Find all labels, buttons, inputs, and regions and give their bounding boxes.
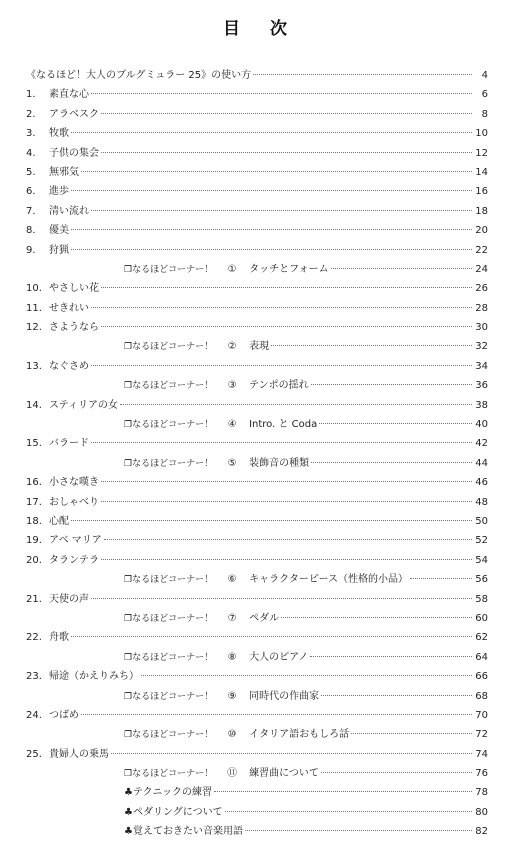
piece-number: 24.: [26, 709, 42, 721]
toc-piece-13[interactable]: [26, 357, 488, 376]
piece-number: 15.: [26, 438, 42, 450]
dot-leader: [91, 365, 472, 366]
corner-label: ❐なるほどコーナー！: [124, 652, 214, 663]
toc-corner-8[interactable]: [26, 648, 488, 667]
toc-page-number: 70: [475, 709, 488, 721]
toc-piece-7[interactable]: [26, 202, 488, 221]
dot-leader: [101, 481, 472, 482]
toc-piece-20[interactable]: [26, 551, 488, 570]
toc-page-number: 64: [475, 651, 488, 663]
toc-corner-3[interactable]: [26, 376, 488, 395]
toc-corner-10[interactable]: [26, 725, 488, 744]
corner-label: ❐なるほどコーナー！: [124, 575, 214, 586]
piece-number: 3.: [26, 128, 36, 140]
toc-intro[interactable]: [26, 66, 488, 85]
dot-leader: [101, 501, 472, 502]
dot-leader: [253, 74, 472, 75]
piece-title: おしゃべり: [49, 496, 99, 508]
toc-page-number: 76: [475, 768, 488, 780]
toc-page-number: 6: [481, 89, 488, 101]
piece-title: 子供の集会: [49, 147, 99, 159]
toc-piece-3[interactable]: [26, 124, 488, 143]
toc-piece-21[interactable]: [26, 590, 488, 609]
piece-number: 19.: [26, 535, 42, 547]
piece-number: 1.: [26, 89, 36, 101]
toc-piece-25[interactable]: [26, 745, 488, 764]
dot-leader: [225, 811, 472, 812]
piece-title: 優美: [49, 225, 69, 237]
corner-title: タッチとフォーム: [249, 263, 329, 275]
dot-leader: [71, 636, 472, 637]
corner-title: 表現: [249, 341, 270, 353]
piece-title: つばめ: [49, 709, 79, 721]
toc-page-number: 46: [475, 477, 488, 489]
toc-page-number: 80: [475, 806, 488, 818]
toc-page-number: 22: [475, 244, 488, 256]
toc-page-number: 12: [475, 147, 488, 159]
piece-title: 無邪気: [49, 166, 79, 178]
dot-leader: [71, 190, 472, 191]
toc-corner-6[interactable]: [26, 570, 488, 589]
toc-page-number: 16: [475, 186, 488, 198]
dot-leader: [111, 753, 472, 754]
dot-leader: [91, 307, 472, 308]
subitem-title: ♣覚えておきたい音楽用語: [124, 826, 243, 838]
piece-title: タランテラ: [49, 554, 99, 566]
piece-title: アラベスク: [49, 108, 99, 120]
corner-title: テンポの揺れ: [249, 380, 309, 392]
piece-number: 18.: [26, 515, 42, 527]
toc-page-number: 4: [481, 70, 488, 81]
dot-leader: [101, 287, 472, 288]
toc-piece-14[interactable]: [26, 396, 488, 415]
dot-leader: [81, 714, 472, 715]
corner-number: ⑪: [227, 768, 238, 780]
corner-title: ペダル: [249, 612, 280, 624]
corner-label: ❐なるほどコーナー！: [124, 458, 214, 469]
piece-title: 小さな嘆き: [49, 477, 99, 489]
piece-title: 舟歌: [49, 632, 69, 644]
toc-piece-5[interactable]: [26, 163, 488, 182]
toc-page-number: 50: [475, 515, 488, 527]
corner-label: ❐なるほどコーナー！: [124, 420, 214, 431]
toc-page-number: 52: [475, 535, 488, 547]
toc-piece-8[interactable]: [26, 221, 488, 240]
toc-piece-12[interactable]: [26, 318, 488, 337]
toc-page-number: 30: [475, 322, 488, 334]
piece-title: 貴婦人の乗馬: [49, 748, 109, 760]
page-title: 目 次: [223, 19, 299, 39]
toc-piece-1[interactable]: [26, 85, 488, 104]
toc-corner-2[interactable]: [26, 337, 488, 356]
toc-subitem-3[interactable]: [26, 822, 488, 841]
dot-leader: [101, 152, 472, 153]
dot-leader: [311, 462, 472, 463]
piece-number: 9.: [26, 244, 36, 256]
toc-page-number: 82: [475, 826, 488, 838]
dot-leader: [91, 442, 472, 443]
corner-label: ❐なるほどコーナー！: [124, 381, 214, 392]
dot-leader: [319, 423, 472, 424]
dot-leader: [331, 268, 472, 269]
dot-leader: [104, 539, 472, 540]
piece-number: 2.: [26, 108, 36, 120]
piece-title: 進歩: [49, 186, 69, 198]
toc-page-number: 74: [475, 748, 488, 760]
toc-subitem-2[interactable]: [26, 803, 488, 822]
piece-title: バラード: [49, 438, 89, 450]
toc-page-number: 62: [475, 632, 488, 644]
piece-number: 10.: [26, 283, 42, 295]
corner-number: ②: [227, 341, 237, 353]
corner-label: ❐なるほどコーナー！: [124, 769, 214, 780]
toc-page-number: 38: [475, 399, 488, 411]
toc-page-number: 78: [475, 787, 488, 799]
toc-piece-18[interactable]: [26, 512, 488, 531]
piece-number: 11.: [26, 302, 42, 314]
dot-leader: [91, 598, 472, 599]
corner-title: 大人のピアノ: [249, 651, 309, 663]
toc-page-number: 72: [475, 729, 488, 741]
toc-page-number: 36: [475, 380, 488, 392]
toc-piece-16[interactable]: [26, 473, 488, 492]
toc-piece-4[interactable]: [26, 144, 488, 163]
toc-piece-24[interactable]: [26, 706, 488, 725]
toc-page-number: 20: [475, 225, 488, 237]
corner-number: ⑦: [227, 612, 237, 624]
toc-page-number: 54: [475, 554, 488, 566]
toc-page-number: 32: [475, 341, 488, 353]
piece-title: 心配: [49, 515, 69, 527]
piece-title: アベ マリア: [49, 535, 102, 547]
toc-page-number: 34: [475, 360, 488, 372]
piece-number: 16.: [26, 477, 42, 489]
toc-corner-11[interactable]: [26, 764, 488, 783]
piece-title: やさしい花: [49, 283, 99, 295]
toc-piece-22[interactable]: [26, 628, 488, 647]
corner-title: イタリア語おもしろ話: [249, 729, 350, 741]
toc-page-number: 10: [475, 128, 488, 140]
corner-title: キャラクターピース（性格的小品）: [249, 574, 408, 586]
dot-leader: [351, 733, 472, 734]
toc-corner-5[interactable]: [26, 454, 488, 473]
toc-corner-1[interactable]: [26, 260, 488, 279]
piece-number: 6.: [26, 186, 36, 198]
corner-number: ⑨: [227, 690, 237, 702]
piece-title: 牧歌: [49, 128, 69, 140]
corner-label: ❐なるほどコーナー！: [124, 613, 214, 624]
toc-page-number: 56: [475, 574, 488, 586]
dot-leader: [71, 520, 472, 521]
toc-page-number: 68: [475, 690, 488, 702]
dot-leader: [271, 345, 472, 346]
corner-title: 装飾音の種類: [249, 457, 310, 469]
corner-title: 同時代の作曲家: [249, 690, 320, 702]
piece-number: 5.: [26, 166, 36, 178]
piece-title: なぐさめ: [49, 360, 89, 372]
toc-piece-2[interactable]: [26, 105, 488, 124]
piece-title: 帰途（かえりみち）: [49, 671, 139, 683]
toc-corner-4[interactable]: [26, 415, 488, 434]
piece-number: 8.: [26, 225, 36, 237]
corner-number: ①: [227, 263, 237, 275]
dot-leader: [321, 772, 472, 773]
toc-corner-7[interactable]: [26, 609, 488, 628]
piece-title: 天使の声: [49, 593, 89, 605]
piece-number: 17.: [26, 496, 42, 508]
dot-leader: [101, 113, 472, 114]
toc-piece-15[interactable]: [26, 434, 488, 453]
dot-leader: [321, 695, 472, 696]
dot-leader: [71, 132, 472, 133]
toc-page-number: 58: [475, 593, 488, 605]
corner-label: ❐なるほどコーナー！: [124, 730, 214, 741]
toc-entry-text: 《なるほど！大人のブルグミュラー 25》の使い方: [26, 70, 252, 81]
corner-title: 練習曲について: [249, 768, 319, 780]
toc-page-number: 60: [475, 612, 488, 624]
piece-number: 25.: [26, 748, 42, 760]
toc-piece-10[interactable]: [26, 279, 488, 298]
piece-title: スティリアの女: [49, 399, 118, 411]
dot-leader: [91, 93, 472, 94]
piece-title: せきれい: [49, 302, 89, 314]
dot-leader: [214, 791, 472, 792]
piece-number: 13.: [26, 360, 42, 372]
toc-piece-11[interactable]: [26, 299, 488, 318]
dot-leader: [71, 249, 472, 250]
toc-page-number: 18: [475, 205, 488, 217]
corner-number: ⑤: [227, 457, 237, 469]
piece-title: 清い流れ: [49, 205, 89, 217]
dot-leader: [120, 404, 472, 405]
corner-label: ❐なるほどコーナー！: [124, 691, 214, 702]
toc-page-number: 14: [475, 166, 488, 178]
dot-leader: [101, 326, 472, 327]
corner-number: ⑧: [227, 651, 237, 663]
dot-leader: [311, 384, 472, 385]
corner-label: ❐なるほどコーナー！: [124, 342, 214, 353]
toc-page-number: 42: [475, 438, 488, 450]
subitem-title: ♣テクニックの練習: [124, 787, 212, 799]
dot-leader: [410, 578, 472, 579]
piece-number: 21.: [26, 593, 42, 605]
piece-title: さようなら: [49, 322, 99, 334]
toc-page-number: 8: [481, 108, 488, 120]
corner-number: ③: [227, 380, 237, 392]
toc-piece-17[interactable]: [26, 493, 488, 512]
piece-number: 23.: [26, 671, 42, 683]
dot-leader: [281, 617, 472, 618]
piece-number: 14.: [26, 399, 42, 411]
subitem-title: ♣ペダリングについて: [124, 806, 223, 818]
dot-leader: [310, 656, 472, 657]
piece-number: 4.: [26, 147, 36, 159]
toc-piece-6[interactable]: [26, 182, 488, 201]
toc-page-number: 66: [475, 671, 488, 683]
toc-piece-9[interactable]: [26, 241, 488, 260]
piece-number: 12.: [26, 322, 42, 334]
piece-number: 20.: [26, 554, 42, 566]
toc-page-number: 40: [475, 419, 488, 431]
corner-number: ⑥: [227, 574, 237, 586]
dot-leader: [81, 171, 472, 172]
piece-title: 狩猟: [49, 244, 69, 256]
toc-page-number: 44: [475, 457, 488, 469]
toc-piece-19[interactable]: [26, 531, 488, 550]
toc-corner-9[interactable]: [26, 687, 488, 706]
dot-leader: [245, 830, 472, 831]
toc-page-number: 24: [475, 263, 488, 275]
corner-number: ④: [227, 419, 237, 431]
toc-piece-23[interactable]: [26, 667, 488, 686]
piece-title: 素直な心: [49, 89, 89, 101]
piece-number: 22.: [26, 632, 42, 644]
dot-leader: [101, 559, 472, 560]
toc-page-number: 26: [475, 283, 488, 295]
dot-leader: [71, 229, 472, 230]
toc-page-number: 48: [475, 496, 488, 508]
piece-number: 7.: [26, 205, 36, 217]
toc-page-number: 28: [475, 302, 488, 314]
corner-number: ⑩: [227, 729, 237, 741]
table-of-contents: [26, 66, 488, 842]
dot-leader: [141, 675, 472, 676]
dot-leader: [91, 210, 472, 211]
corner-title: Intro. と Coda: [249, 419, 318, 431]
corner-label: ❐なるほどコーナー！: [124, 264, 214, 275]
